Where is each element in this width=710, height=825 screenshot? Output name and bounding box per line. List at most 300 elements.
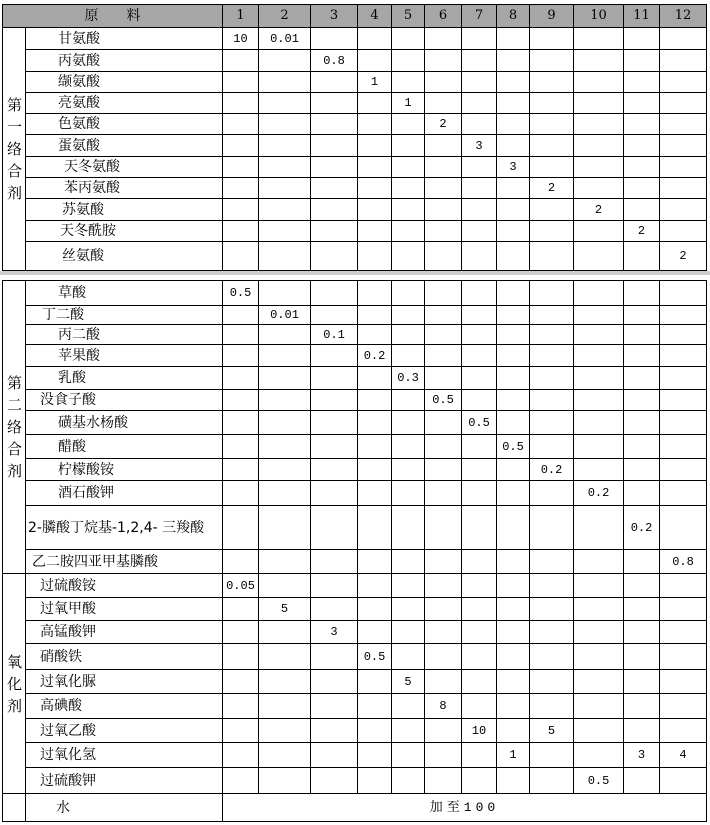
col-header-6: 6 (425, 5, 462, 28)
amount-cell-col-10: 0.5 (574, 768, 624, 794)
amount-cell-col-8 (497, 550, 530, 574)
amount-cell-col-7 (462, 72, 497, 93)
amount-cell-col-1: 0.5 (223, 281, 259, 306)
amount-cell-col-1 (223, 367, 259, 390)
amount-cell-col-3: 0.1 (311, 325, 358, 345)
amount-cell-col-4 (358, 550, 392, 574)
amount-cell-col-6 (425, 281, 462, 306)
amount-cell-col-3 (311, 435, 358, 459)
material-name: 过硫酸铵 (26, 574, 223, 598)
amount-cell-col-7 (462, 114, 497, 135)
amount-cell-col-5 (392, 178, 425, 199)
amount-cell-col-5 (392, 621, 425, 644)
amount-cell-col-2 (259, 743, 311, 768)
amount-cell-col-1 (223, 345, 259, 367)
table-row (3, 459, 707, 481)
table-row (3, 281, 707, 306)
amount-cell-col-10 (574, 114, 624, 135)
amount-cell-col-3 (311, 459, 358, 481)
amount-cell-col-3 (311, 694, 358, 719)
amount-cell-col-12 (660, 435, 707, 459)
amount-cell-col-4 (358, 93, 392, 114)
amount-cell-col-1 (223, 242, 259, 271)
amount-cell-col-9 (530, 114, 574, 135)
table-row (3, 306, 707, 325)
amount-cell-col-9 (530, 598, 574, 621)
amount-cell-col-7 (462, 435, 497, 459)
amount-cell-col-2 (259, 221, 311, 242)
table-row (3, 670, 707, 694)
amount-cell-col-6 (425, 719, 462, 743)
water-group-cell (3, 794, 26, 822)
amount-cell-col-10 (574, 157, 624, 178)
amount-cell-col-2 (259, 199, 311, 221)
amount-cell-col-9 (530, 135, 574, 157)
amount-cell-col-12 (660, 768, 707, 794)
amount-cell-col-2 (259, 345, 311, 367)
material-name: 缬氨酸 (26, 72, 223, 93)
amount-cell-col-6: 8 (425, 694, 462, 719)
amount-cell-col-7 (462, 242, 497, 271)
amount-cell-col-3 (311, 506, 358, 550)
material-name: 苏氨酸 (26, 199, 223, 221)
amount-cell-col-7 (462, 281, 497, 306)
amount-cell-col-6 (425, 50, 462, 72)
amount-cell-col-12 (660, 199, 707, 221)
amount-cell-col-4 (358, 621, 392, 644)
amount-cell-col-10 (574, 743, 624, 768)
amount-cell-col-6 (425, 367, 462, 390)
amount-cell-col-1 (223, 459, 259, 481)
amount-cell-col-7 (462, 670, 497, 694)
amount-cell-col-1 (223, 743, 259, 768)
amount-cell-col-8 (497, 390, 530, 411)
amount-cell-col-6 (425, 598, 462, 621)
amount-cell-col-8 (497, 199, 530, 221)
amount-cell-col-7 (462, 50, 497, 72)
amount-cell-col-4 (358, 281, 392, 306)
amount-cell-col-2 (259, 367, 311, 390)
amount-cell-col-4 (358, 481, 392, 506)
material-name: 2-膦酸丁烷基-1,2,4- 三羧酸 (26, 506, 223, 550)
material-name: 丝氨酸 (26, 242, 223, 271)
table-row (3, 411, 707, 435)
material-name: 醋酸 (26, 435, 223, 459)
amount-cell-col-10 (574, 28, 624, 50)
amount-cell-col-6: 0.5 (425, 390, 462, 411)
amount-cell-col-2 (259, 281, 311, 306)
table-row (3, 694, 707, 719)
amount-cell-col-11 (624, 411, 660, 435)
material-name: 草酸 (26, 281, 223, 306)
material-name: 蛋氨酸 (26, 135, 223, 157)
amount-cell-col-10 (574, 719, 624, 743)
amount-cell-col-8 (497, 221, 530, 242)
amount-cell-col-7 (462, 598, 497, 621)
amount-cell-col-8 (497, 367, 530, 390)
amount-cell-col-10: 2 (574, 199, 624, 221)
amount-cell-col-9 (530, 221, 574, 242)
amount-cell-col-12: 0.8 (660, 550, 707, 574)
amount-cell-col-8 (497, 506, 530, 550)
amount-cell-col-2 (259, 72, 311, 93)
amount-cell-col-3 (311, 743, 358, 768)
amount-cell-col-8 (497, 242, 530, 271)
amount-cell-col-9 (530, 390, 574, 411)
amount-cell-col-7 (462, 644, 497, 670)
amount-cell-col-5 (392, 506, 425, 550)
amount-cell-col-10 (574, 644, 624, 670)
amount-cell-col-12 (660, 621, 707, 644)
material-name: 亮氨酸 (26, 93, 223, 114)
amount-cell-col-5 (392, 135, 425, 157)
amount-cell-col-8 (497, 72, 530, 93)
col-header-4: 4 (358, 5, 392, 28)
amount-cell-col-2 (259, 621, 311, 644)
amount-cell-col-11 (624, 325, 660, 345)
table-row (3, 72, 707, 93)
water-section (3, 794, 707, 822)
amount-cell-col-4 (358, 157, 392, 178)
amount-cell-col-6 (425, 242, 462, 271)
amount-cell-col-4 (358, 768, 392, 794)
material-name: 硝酸铁 (26, 644, 223, 670)
amount-cell-col-1 (223, 157, 259, 178)
col-header-11: 11 (624, 5, 660, 28)
amount-cell-col-3 (311, 72, 358, 93)
amount-cell-col-6 (425, 481, 462, 506)
amount-cell-col-9 (530, 506, 574, 550)
amount-cell-col-5 (392, 481, 425, 506)
material-name: 色氨酸 (26, 114, 223, 135)
amount-cell-col-5 (392, 719, 425, 743)
material-name: 丙氨酸 (26, 50, 223, 72)
table-row (3, 743, 707, 768)
amount-cell-col-8 (497, 306, 530, 325)
amount-cell-col-1 (223, 644, 259, 670)
amount-cell-col-2: 0.01 (259, 306, 311, 325)
table-row (3, 325, 707, 345)
table-row (3, 481, 707, 506)
amount-cell-col-8 (497, 50, 530, 72)
amount-cell-col-8 (497, 694, 530, 719)
water-amount: 加至100 (223, 794, 707, 822)
amount-cell-col-9 (530, 306, 574, 325)
material-name: 高碘酸 (26, 694, 223, 719)
amount-cell-col-12 (660, 481, 707, 506)
amount-cell-col-5 (392, 459, 425, 481)
amount-cell-col-3 (311, 574, 358, 598)
amount-cell-col-1 (223, 221, 259, 242)
amount-cell-col-2 (259, 670, 311, 694)
amount-cell-col-2 (259, 242, 311, 271)
amount-cell-col-4 (358, 199, 392, 221)
amount-cell-col-8 (497, 28, 530, 50)
amount-cell-col-5 (392, 768, 425, 794)
amount-cell-col-9 (530, 242, 574, 271)
material-name: 柠檬酸铵 (26, 459, 223, 481)
amount-cell-col-11 (624, 670, 660, 694)
amount-cell-col-6 (425, 435, 462, 459)
amount-cell-col-12 (660, 114, 707, 135)
amount-cell-col-4 (358, 743, 392, 768)
amount-cell-col-7 (462, 178, 497, 199)
amount-cell-col-4: 1 (358, 72, 392, 93)
amount-cell-col-11 (624, 157, 660, 178)
amount-cell-col-8 (497, 114, 530, 135)
amount-cell-col-2 (259, 768, 311, 794)
amount-cell-col-6: 2 (425, 114, 462, 135)
amount-cell-col-7 (462, 325, 497, 345)
amount-cell-col-2: 5 (259, 598, 311, 621)
table-row (3, 719, 707, 743)
group-label-text: 氧化剂 (7, 652, 23, 715)
amount-cell-col-12 (660, 345, 707, 367)
amount-cell-col-12 (660, 93, 707, 114)
amount-cell-col-1 (223, 72, 259, 93)
amount-cell-col-5: 5 (392, 670, 425, 694)
amount-cell-col-12 (660, 574, 707, 598)
amount-cell-col-3 (311, 28, 358, 50)
material-name: 磺基水杨酸 (26, 411, 223, 435)
amount-cell-col-5 (392, 306, 425, 325)
amount-cell-col-11 (624, 367, 660, 390)
table-row (3, 390, 707, 411)
amount-cell-col-2 (259, 325, 311, 345)
amount-cell-col-3 (311, 550, 358, 574)
amount-cell-col-10 (574, 242, 624, 271)
amount-cell-col-11 (624, 281, 660, 306)
amount-cell-col-11 (624, 345, 660, 367)
amount-cell-col-12 (660, 644, 707, 670)
amount-cell-col-9 (530, 281, 574, 306)
amount-cell-col-8 (497, 621, 530, 644)
amount-cell-col-11: 3 (624, 743, 660, 768)
amount-cell-col-12 (660, 306, 707, 325)
amount-cell-col-9 (530, 481, 574, 506)
table-row (3, 114, 707, 135)
amount-cell-col-4 (358, 325, 392, 345)
amount-cell-col-4 (358, 598, 392, 621)
amount-cell-col-6 (425, 135, 462, 157)
amount-cell-col-8 (497, 325, 530, 345)
amount-cell-col-1 (223, 435, 259, 459)
amount-cell-col-5 (392, 435, 425, 459)
amount-cell-col-7 (462, 743, 497, 768)
amount-cell-col-12 (660, 670, 707, 694)
amount-cell-col-8: 0.5 (497, 435, 530, 459)
amount-cell-col-2 (259, 178, 311, 199)
material-name: 乳酸 (26, 367, 223, 390)
amount-cell-col-1 (223, 670, 259, 694)
amount-cell-col-12 (660, 72, 707, 93)
amount-cell-col-4 (358, 28, 392, 50)
amount-cell-col-3 (311, 390, 358, 411)
amount-cell-col-6 (425, 621, 462, 644)
table-row (3, 93, 707, 114)
amount-cell-col-10 (574, 506, 624, 550)
amount-cell-col-1: 0.05 (223, 574, 259, 598)
material-name: 过氧化氢 (26, 743, 223, 768)
amount-cell-col-7 (462, 345, 497, 367)
amount-cell-col-7 (462, 221, 497, 242)
amount-cell-col-5 (392, 550, 425, 574)
amount-cell-col-12 (660, 325, 707, 345)
amount-cell-col-1 (223, 114, 259, 135)
amount-cell-col-5 (392, 644, 425, 670)
amount-cell-col-6 (425, 506, 462, 550)
amount-cell-col-11 (624, 390, 660, 411)
amount-cell-col-7 (462, 157, 497, 178)
amount-cell-col-7: 10 (462, 719, 497, 743)
table-row (3, 598, 707, 621)
table-row (3, 199, 707, 221)
amount-cell-col-12 (660, 221, 707, 242)
amount-cell-col-9 (530, 411, 574, 435)
material-name: 酒石酸钾 (26, 481, 223, 506)
amount-cell-col-1 (223, 411, 259, 435)
amount-cell-col-1 (223, 621, 259, 644)
amount-cell-col-6 (425, 93, 462, 114)
amount-cell-col-3 (311, 481, 358, 506)
amount-cell-col-10 (574, 367, 624, 390)
col-header-9: 9 (530, 5, 574, 28)
amount-cell-col-12: 4 (660, 743, 707, 768)
amount-cell-col-5 (392, 345, 425, 367)
table-row (3, 157, 707, 178)
amount-cell-col-8 (497, 768, 530, 794)
col-header-2: 2 (259, 5, 311, 28)
amount-cell-col-11 (624, 719, 660, 743)
amount-cell-col-2 (259, 435, 311, 459)
amount-cell-col-3 (311, 114, 358, 135)
amount-cell-col-7 (462, 574, 497, 598)
amount-cell-col-6 (425, 459, 462, 481)
amount-cell-col-1 (223, 135, 259, 157)
amount-cell-col-6 (425, 644, 462, 670)
amount-cell-col-10 (574, 390, 624, 411)
amount-cell-col-5 (392, 281, 425, 306)
amount-cell-col-7 (462, 694, 497, 719)
amount-cell-col-9 (530, 50, 574, 72)
material-name: 过硫酸钾 (26, 768, 223, 794)
amount-cell-col-4: 0.2 (358, 345, 392, 367)
amount-cell-col-5 (392, 411, 425, 435)
amount-cell-col-5 (392, 598, 425, 621)
amount-cell-col-3 (311, 221, 358, 242)
amount-cell-col-1 (223, 50, 259, 72)
amount-cell-col-10 (574, 598, 624, 621)
material-name: 苯丙氨酸 (26, 178, 223, 199)
amount-cell-col-2 (259, 694, 311, 719)
table-row (3, 550, 707, 574)
amount-cell-col-11 (624, 574, 660, 598)
amount-cell-col-5 (392, 242, 425, 271)
amount-cell-col-12 (660, 506, 707, 550)
amount-cell-col-8 (497, 598, 530, 621)
amount-cell-col-6 (425, 72, 462, 93)
amount-cell-col-12 (660, 50, 707, 72)
table-row (3, 644, 707, 670)
amount-cell-col-10 (574, 178, 624, 199)
amount-cell-col-4 (358, 719, 392, 743)
amount-cell-col-2 (259, 719, 311, 743)
amount-cell-col-9 (530, 325, 574, 345)
amount-cell-col-4 (358, 459, 392, 481)
amount-cell-col-9 (530, 768, 574, 794)
amount-cell-col-10 (574, 670, 624, 694)
amount-cell-col-1 (223, 694, 259, 719)
amount-cell-col-12 (660, 157, 707, 178)
amount-cell-col-2 (259, 390, 311, 411)
amount-cell-col-8: 3 (497, 157, 530, 178)
amount-cell-col-7 (462, 621, 497, 644)
amount-cell-col-7: 0.5 (462, 411, 497, 435)
material-name: 没食子酸 (26, 390, 223, 411)
amount-cell-col-4 (358, 242, 392, 271)
amount-cell-col-10 (574, 325, 624, 345)
amount-cell-col-10 (574, 281, 624, 306)
amount-cell-col-11 (624, 242, 660, 271)
amount-cell-col-8 (497, 135, 530, 157)
col-header-5: 5 (392, 5, 425, 28)
amount-cell-col-4 (358, 135, 392, 157)
amount-cell-col-1 (223, 768, 259, 794)
amount-cell-col-12 (660, 135, 707, 157)
amount-cell-col-10 (574, 135, 624, 157)
amount-cell-col-6 (425, 221, 462, 242)
amount-cell-col-9 (530, 157, 574, 178)
group-label-text: 第一络合剂 (7, 96, 23, 202)
amount-cell-col-11 (624, 72, 660, 93)
amount-cell-col-12 (660, 411, 707, 435)
amount-cell-col-7 (462, 28, 497, 50)
amount-cell-col-2 (259, 481, 311, 506)
amount-cell-col-6 (425, 157, 462, 178)
amount-cell-col-4: 0.5 (358, 644, 392, 670)
amount-cell-col-2 (259, 459, 311, 481)
amount-cell-col-11 (624, 768, 660, 794)
table-row (3, 506, 707, 550)
amount-cell-col-3 (311, 768, 358, 794)
amount-cell-col-11: 2 (624, 221, 660, 242)
amount-cell-col-3 (311, 345, 358, 367)
amount-cell-col-6 (425, 178, 462, 199)
water-label: 水 (26, 794, 223, 822)
amount-cell-col-6 (425, 743, 462, 768)
amount-cell-col-10 (574, 435, 624, 459)
amount-cell-col-7 (462, 768, 497, 794)
amount-cell-col-1 (223, 390, 259, 411)
amount-cell-col-5 (392, 574, 425, 598)
amount-cell-col-3 (311, 135, 358, 157)
amount-cell-col-1 (223, 306, 259, 325)
col-header-10: 10 (574, 5, 624, 28)
amount-cell-col-4 (358, 50, 392, 72)
table-row (3, 242, 707, 271)
col-header-12: 12 (660, 5, 707, 28)
amount-cell-col-4 (358, 435, 392, 459)
amount-cell-col-2 (259, 506, 311, 550)
amount-cell-col-7 (462, 199, 497, 221)
amount-cell-col-4 (358, 694, 392, 719)
table-row (3, 178, 707, 199)
amount-cell-col-5 (392, 325, 425, 345)
amount-cell-col-9 (530, 435, 574, 459)
amount-cell-col-9 (530, 28, 574, 50)
amount-cell-col-3 (311, 719, 358, 743)
amount-cell-col-3 (311, 242, 358, 271)
